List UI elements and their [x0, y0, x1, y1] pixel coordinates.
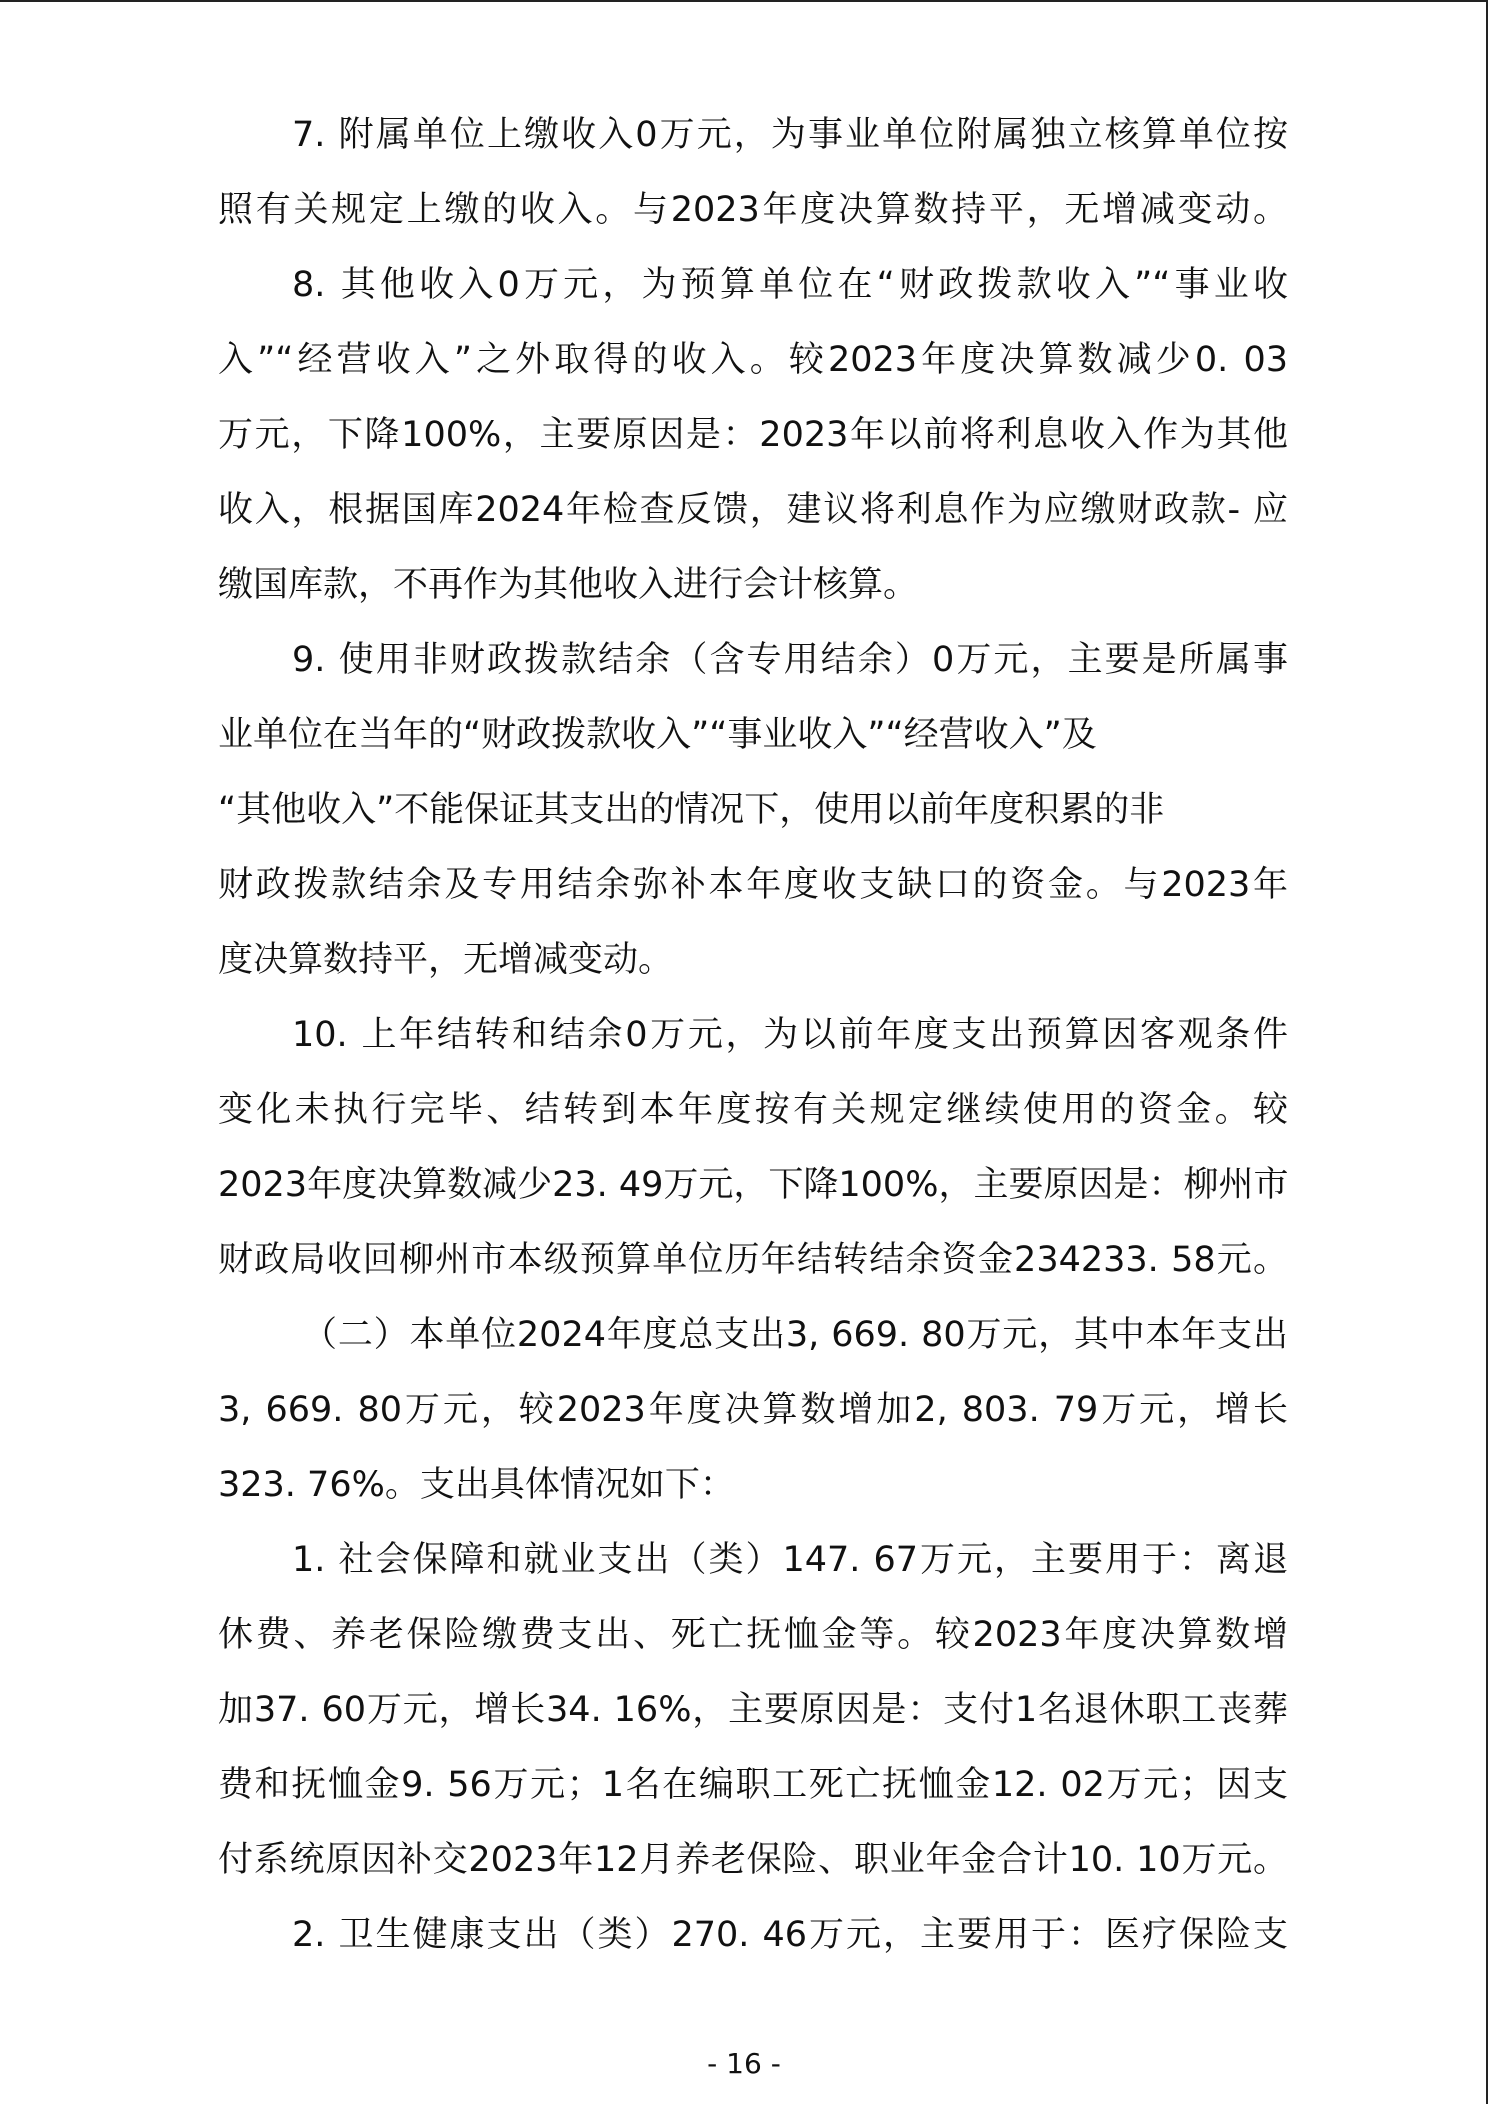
- text-line: 照有关规定上缴的收入。与2023年度决算数持平，无增减变动。: [218, 190, 1288, 230]
- text-line: 入”“经营收入”之外取得的收入。较2023年度决算数减少0. 03: [218, 340, 1288, 380]
- text-line: 加37. 60万元，增长34. 16%，主要原因是：支付1名退休职工丧葬: [218, 1690, 1288, 1730]
- text-line: 缴国库款，不再作为其他收入进行会计核算。: [218, 565, 919, 605]
- text-line: 9. 使用非财政拨款结余（含专用结余）0万元，主要是所属事: [292, 640, 1288, 680]
- text-line: 费和抚恤金9. 56万元；1名在编职工死亡抚恤金12. 02万元；因支: [218, 1765, 1288, 1805]
- text-line: 业单位在当年的“财政拨款收入”“事业收入”“经营收入”及: [218, 715, 1097, 755]
- text-line: （二）本单位2024年度总支出3, 669. 80万元，其中本年支出: [302, 1315, 1288, 1355]
- text-line: 2. 卫生健康支出（类）270. 46万元，主要用于：医疗保险支: [292, 1915, 1288, 1955]
- text-line: 度决算数持平，无增减变动。: [218, 940, 674, 980]
- text-line: 变化未执行完毕、结转到本年度按有关规定继续使用的资金。较: [218, 1090, 1288, 1130]
- text-line: 7. 附属单位上缴收入0万元，为事业单位附属独立核算单位按: [292, 115, 1288, 155]
- page-top-border: [0, 0, 1488, 2]
- text-line: 财政拨款结余及专用结余弥补本年度收支缺口的资金。与2023年: [218, 865, 1288, 905]
- document-body: [218, 98, 1288, 1973]
- text-line: 323. 76%。支出具体情况如下：: [218, 1465, 735, 1505]
- text-line: 万元，下降100%，主要原因是：2023年以前将利息收入作为其他: [218, 415, 1288, 455]
- page-number: - 16 -: [707, 2047, 781, 2080]
- text-line: 3, 669. 80万元，较2023年度决算数增加2, 803. 79万元，增长: [218, 1390, 1288, 1430]
- text-line: 2023年度决算数减少23. 49万元，下降100%，主要原因是：柳州市: [218, 1165, 1288, 1205]
- text-line: 10. 上年结转和结余0万元，为以前年度支出预算因客观条件: [292, 1015, 1288, 1055]
- text-line: 收入，根据国库2024年检查反馈，建议将利息作为应缴财政款- 应: [218, 490, 1288, 530]
- text-line: “其他收入”不能保证其支出的情况下，使用以前年度积累的非: [218, 790, 1165, 830]
- text-line: 付系统原因补交2023年12月养老保险、职业年金合计10. 10万元。: [218, 1840, 1288, 1880]
- text-line: 8. 其他收入0万元，为预算单位在“财政拨款收入”“事业收: [292, 265, 1288, 305]
- text-line: 财政局收回柳州市本级预算单位历年结转结余资金234233. 58元。: [218, 1240, 1288, 1280]
- text-line: 休费、养老保险缴费支出、死亡抚恤金等。较2023年度决算数增: [218, 1615, 1288, 1655]
- text-line: 1. 社会保障和就业支出（类）147. 67万元，主要用于：离退: [292, 1540, 1288, 1580]
